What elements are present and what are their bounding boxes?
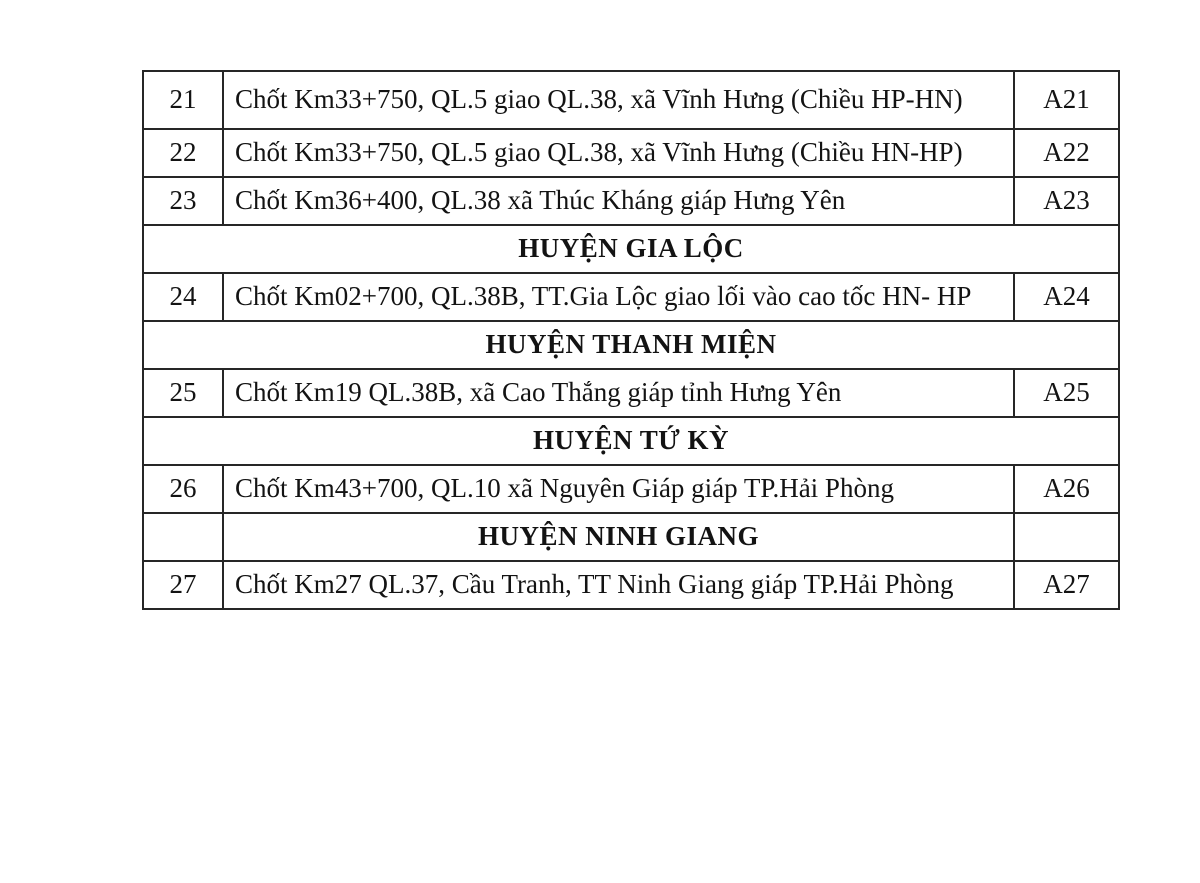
checkpoint-code-cell: A24 — [1014, 273, 1119, 321]
checkpoint-description-cell: Chốt Km43+700, QL.10 xã Nguyên Giáp giáp TP.Hải Phòng — [223, 465, 1014, 513]
section-header-row — [143, 321, 1119, 369]
section-header-row — [143, 513, 1119, 561]
checkpoint-description-cell: Chốt Km36+400, QL.38 xã Thúc Kháng giáp Hưng Yên — [223, 177, 1014, 225]
empty-cell — [1014, 513, 1119, 561]
checkpoint-table — [142, 70, 1120, 610]
checkpoint-description-cell: Chốt Km27 QL.37, Cầu Tranh, TT Ninh Giang giáp TP.Hải Phòng — [223, 561, 1014, 609]
section-header-row — [143, 225, 1119, 273]
checkpoint-description-cell: Chốt Km33+750, QL.5 giao QL.38, xã Vĩnh Hưng (Chiều HN-HP) — [223, 129, 1014, 177]
checkpoint-code-cell: A27 — [1014, 561, 1119, 609]
empty-cell — [143, 513, 223, 561]
checkpoint-code-cell: A26 — [1014, 465, 1119, 513]
section-title-cell: HUYỆN NINH GIANG — [223, 513, 1014, 561]
row-index-cell: 27 — [143, 561, 223, 609]
section-header-row — [143, 417, 1119, 465]
table-row — [143, 369, 1119, 417]
section-title-cell: HUYỆN GIA LỘC — [143, 225, 1119, 273]
row-index-cell: 22 — [143, 129, 223, 177]
table-row — [143, 177, 1119, 225]
section-title-cell: HUYỆN TỨ KỲ — [143, 417, 1119, 465]
checkpoint-code-cell: A23 — [1014, 177, 1119, 225]
checkpoint-description-cell: Chốt Km33+750, QL.5 giao QL.38, xã Vĩnh Hưng (Chiều HP-HN) — [223, 71, 1014, 129]
table-row — [143, 129, 1119, 177]
row-index-cell: 26 — [143, 465, 223, 513]
checkpoint-code-cell: A22 — [1014, 129, 1119, 177]
table-row — [143, 561, 1119, 609]
checkpoint-code-cell: A25 — [1014, 369, 1119, 417]
row-index-cell: 21 — [143, 71, 223, 129]
row-index-cell: 25 — [143, 369, 223, 417]
row-index-cell: 24 — [143, 273, 223, 321]
checkpoint-table-body — [143, 71, 1119, 609]
table-row — [143, 273, 1119, 321]
table-row — [143, 465, 1119, 513]
checkpoint-code-cell: A21 — [1014, 71, 1119, 129]
checkpoint-description-cell: Chốt Km19 QL.38B, xã Cao Thắng giáp tỉnh Hưng Yên — [223, 369, 1014, 417]
row-index-cell: 23 — [143, 177, 223, 225]
table-row — [143, 71, 1119, 129]
checkpoint-description-cell: Chốt Km02+700, QL.38B, TT.Gia Lộc giao lối vào cao tốc HN- HP — [223, 273, 1014, 321]
section-title-cell: HUYỆN THANH MIỆN — [143, 321, 1119, 369]
